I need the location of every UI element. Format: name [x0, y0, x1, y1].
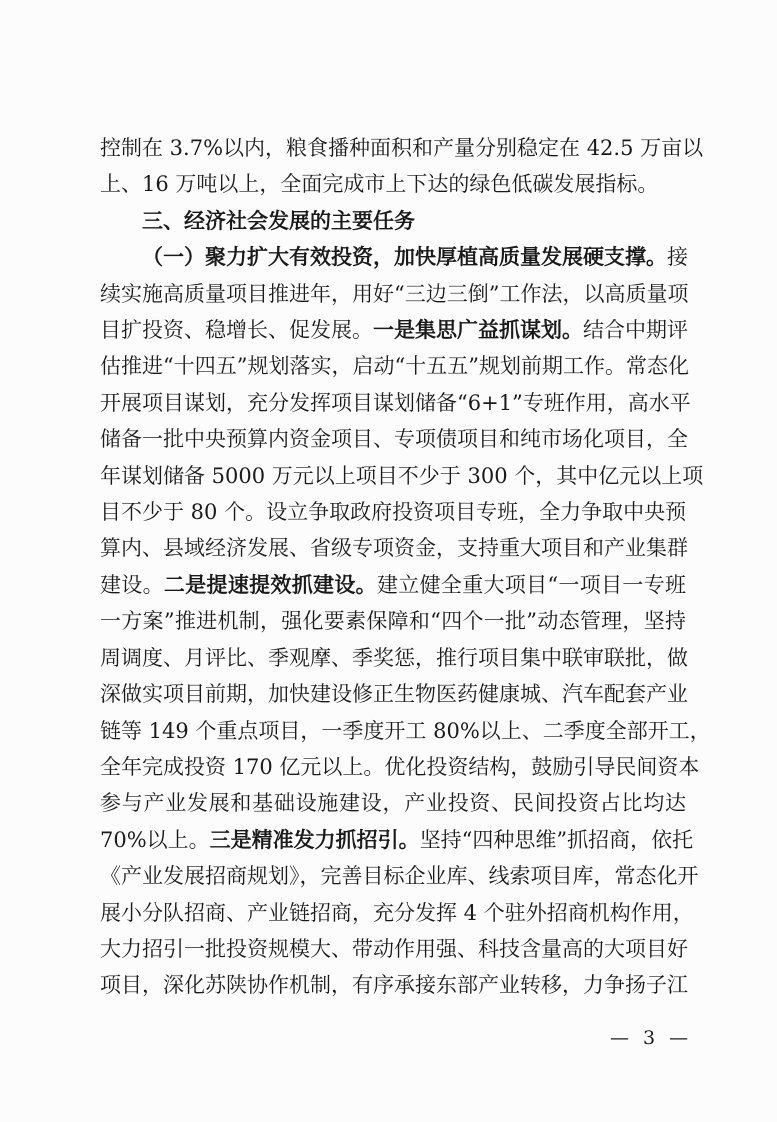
- text-run: 上、16 万吨以上，全面完成市上下达的绿色低碳发展指标。: [100, 172, 659, 197]
- text-run: 目不少于 80 个。设立争取政府投资项目专班，全力争取中央预: [100, 500, 687, 525]
- bold-phrase: （一）聚力扩大有效投资，加快厚植高质量发展硬支撑。: [142, 244, 667, 270]
- bold-phrase: 一是集思广益抓谋划。: [373, 317, 583, 343]
- text-line: [100, 312, 686, 348]
- text-run: 结合中期评: [583, 318, 688, 343]
- page-number: — 3 —: [610, 1027, 693, 1049]
- text-run: 储备一批中央预算内资金项目、专项债项目和纯市场化项目，全: [100, 427, 688, 452]
- text-run: 建设。: [100, 572, 164, 597]
- text-line: [100, 239, 686, 275]
- text-line: [100, 603, 686, 639]
- text-run: 坚持“四种思维”抓招商，依托: [419, 827, 694, 852]
- text-run: 70%以上。: [100, 827, 210, 852]
- text-line: [100, 931, 686, 967]
- text-run: 控制在 3.7%以内，粮食播种面积和产量分别稳定在 42.5 万亩以: [100, 136, 704, 160]
- text-run: 周调度、月评比、季观摩、季奖惩，推行项目集中联审联批，做: [100, 645, 688, 670]
- text-run: 深做实项目前期，加快建设修正生物医药健康城、汽车配套产业: [100, 682, 688, 707]
- text-run: 开展项目谋划，充分发挥项目谋划储备“6+1”专班作用，高水平: [100, 390, 691, 415]
- body-text: [100, 130, 711, 1004]
- text-line: [100, 895, 694, 931]
- text-line: [100, 421, 686, 457]
- text-run: 估推进“十四五”规划落实，启动“十五五”规划前期工作。常态化: [100, 354, 689, 379]
- text-run: 三、经济社会发展的主要任务: [142, 207, 415, 233]
- text-run: 《产业发展招商规划》，完善目标企业库、线索项目库，常态化开: [100, 864, 699, 889]
- text-line: [100, 458, 704, 494]
- text-run: 目扩投资、稳增长、促发展。: [100, 318, 373, 343]
- text-line: [100, 749, 700, 785]
- text-run: 项目，深化苏陕协作机制，有序承接东部产业转移，力争扬子江: [100, 973, 688, 998]
- text-run: 算内、县域经济发展、省级专项资金，支持重大项目和产业集群: [100, 536, 688, 561]
- text-run: 建立健全重大项目“一项目一专班: [376, 572, 686, 597]
- text-line: [100, 130, 704, 166]
- text-run: 续实施高质量项目推进年，用好“三边三倒”工作法，以高质量项: [100, 281, 689, 306]
- text-run: 年谋划储备 5000 万元以上项目不少于 300 个，其中亿元以上项: [100, 463, 704, 488]
- text-line: [100, 822, 694, 858]
- text-line: [100, 967, 686, 1003]
- text-run: 一方案”推进机制，强化要素保障和“四个一批”动态管理，坚持: [100, 609, 686, 634]
- text-run: 链等 149 个重点项目，一季度开工 80%以上、二季度全部开工，: [100, 718, 711, 743]
- text-line: [100, 858, 699, 894]
- text-run: 大力招引一批投资规模大、带动作用强、科技含量高的大项目好: [100, 936, 688, 961]
- section-heading: [100, 203, 686, 239]
- text-run: 展小分队招商、产业链招商，充分发挥 4 个驻外招商机构作用，: [100, 900, 694, 925]
- text-line: [100, 567, 686, 603]
- text-run: 参与产业发展和基础设施建设，产业投资、民间投资占比均达: [100, 791, 686, 816]
- text-run: 全年完成投资 170 亿元以上。优化投资结构，鼓励引导民间资本: [100, 754, 700, 779]
- bold-phrase: 三是精准发力抓招引。: [209, 826, 420, 852]
- text-line: [100, 530, 686, 566]
- text-line: [100, 276, 689, 312]
- text-line: [100, 640, 686, 676]
- text-line: [100, 348, 689, 384]
- bold-phrase: 二是提速提效抓建设。: [163, 571, 377, 597]
- text-line: [100, 166, 686, 202]
- text-line: [100, 676, 686, 712]
- text-line: [100, 713, 711, 749]
- text-run: 接: [667, 245, 688, 270]
- text-line: [100, 385, 691, 421]
- text-line: [100, 494, 686, 530]
- text-line: [100, 785, 686, 821]
